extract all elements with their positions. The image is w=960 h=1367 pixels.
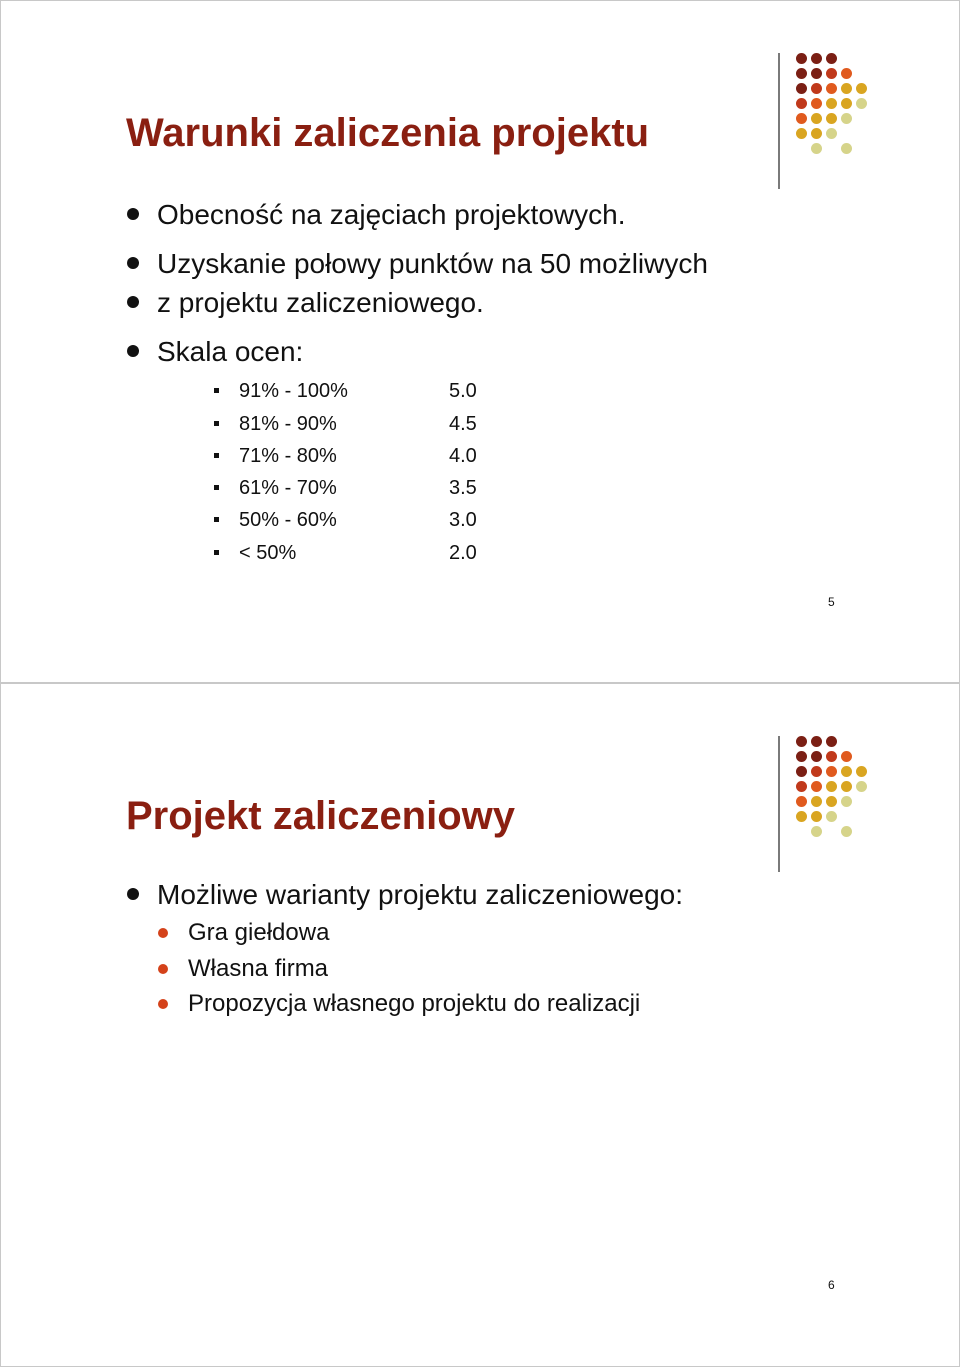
decor-dot: [796, 796, 807, 807]
decor-dot: [811, 53, 822, 64]
page-number: 5: [828, 595, 835, 609]
decor-dot: [841, 113, 852, 124]
decor-dot: [856, 83, 867, 94]
grade-value: 4.5: [449, 413, 477, 435]
decor-dot: [856, 766, 867, 777]
decor-dot: [796, 751, 807, 762]
decor-dot: [826, 98, 837, 109]
decor-dot: [811, 796, 822, 807]
slide-title: Warunki zaliczenia projektu: [126, 111, 650, 155]
decor-dot: [796, 781, 807, 792]
decor-dot: [811, 113, 822, 124]
decor-divider-line: [778, 53, 780, 189]
square-bullet-icon: [214, 517, 219, 522]
decor-dot: [841, 83, 852, 94]
bullet-attendance: Obecność na zajęciach projektowych.: [157, 195, 625, 235]
decor-dot: [856, 781, 867, 792]
decor-dot: [796, 736, 807, 747]
grade-range: 71% - 80%: [239, 445, 337, 467]
bullet-points-requirement: Uzyskanie połowy punktów na 50 możliwych: [157, 244, 708, 284]
decor-dot: [796, 98, 807, 109]
square-bullet-icon: [214, 453, 219, 458]
decor-dot: [796, 83, 807, 94]
decor-dot: [826, 796, 837, 807]
bullet-grading-scale: Skala ocen:: [157, 332, 303, 372]
square-bullet-icon: [214, 421, 219, 426]
list-item-stock-game: Gra giełdowa: [188, 919, 330, 946]
decor-dot: [826, 83, 837, 94]
decor-dot: [796, 766, 807, 777]
list-item-own-company: Własna firma: [188, 955, 329, 982]
decor-dot: [826, 128, 837, 139]
decor-dot: [841, 143, 852, 154]
decor-dot: [841, 751, 852, 762]
decor-dot: [826, 53, 837, 64]
list-item-own-proposal: Propozycja własnego projektu do realizacji: [188, 990, 641, 1017]
decor-dot: [811, 68, 822, 79]
decor-dot: [856, 98, 867, 109]
decor-dot: [841, 781, 852, 792]
decor-dot: [811, 766, 822, 777]
square-bullet-icon: [214, 485, 219, 490]
grade-range: 91% - 100%: [239, 380, 348, 402]
bullet-points-requirement-cont: z projektu zaliczeniowego.: [157, 283, 484, 323]
decor-dot: [841, 98, 852, 109]
decor-dot: [841, 766, 852, 777]
decor-dot: [826, 811, 837, 822]
grade-value: 3.5: [449, 477, 477, 499]
decor-dot: [841, 68, 852, 79]
decor-dot: [796, 128, 807, 139]
decor-dot: [841, 796, 852, 807]
decor-dot: [811, 98, 822, 109]
slide-6: [0, 683, 960, 1367]
decor-dot: [796, 811, 807, 822]
decor-dot: [796, 113, 807, 124]
decor-dot: [826, 781, 837, 792]
page-number: 6: [828, 1278, 835, 1292]
bullet-project-variants: Możliwe warianty projektu zaliczeniowego:: [157, 875, 683, 915]
slide-title: Projekt zaliczeniowy: [126, 794, 516, 838]
decor-divider-line: [778, 736, 780, 872]
slide-5: [0, 0, 960, 683]
square-bullet-icon: [214, 388, 219, 393]
decor-dot: [811, 811, 822, 822]
decor-dot: [826, 113, 837, 124]
grade-value: 2.0: [449, 542, 477, 564]
square-bullet-icon: [214, 550, 219, 555]
decor-dot: [811, 736, 822, 747]
decor-dot: [811, 826, 822, 837]
decor-dot: [826, 751, 837, 762]
decor-dot: [796, 68, 807, 79]
grade-value: 3.0: [449, 509, 477, 531]
grade-range: < 50%: [239, 542, 297, 564]
grade-range: 50% - 60%: [239, 509, 337, 531]
decor-dot: [811, 751, 822, 762]
grade-value: 5.0: [449, 380, 477, 402]
decor-dot: [796, 53, 807, 64]
grade-range: 81% - 90%: [239, 413, 337, 435]
decor-dot: [811, 83, 822, 94]
decor-dot: [811, 781, 822, 792]
decor-dot: [826, 766, 837, 777]
decor-dot: [826, 736, 837, 747]
decor-dot: [811, 128, 822, 139]
grade-value: 4.0: [449, 445, 477, 467]
grade-range: 61% - 70%: [239, 477, 337, 499]
decor-dot: [811, 143, 822, 154]
decor-dot: [841, 826, 852, 837]
decor-dot: [826, 68, 837, 79]
